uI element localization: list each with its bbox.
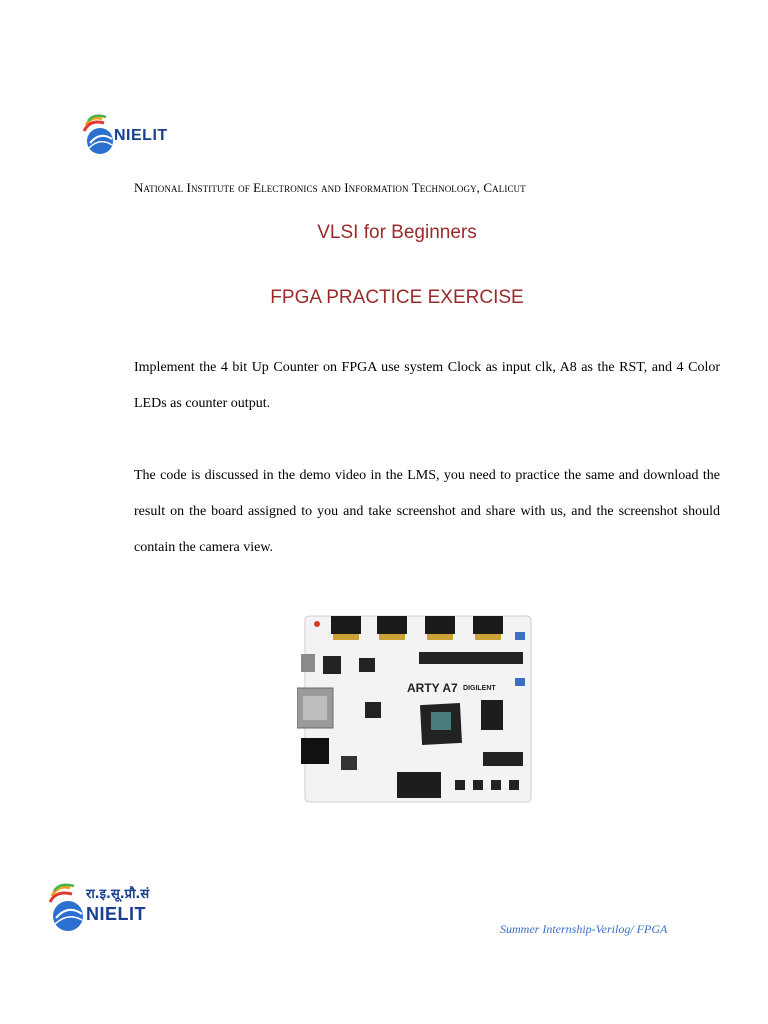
footer-logo-text: NIELIT — [86, 904, 146, 924]
board-brand-label: ARTY A7 — [407, 681, 458, 695]
nielit-logo — [82, 113, 182, 161]
footer-course-note: Summer Internship-Verilog/ FPGA — [500, 922, 668, 936]
institute-name: National Institute of Electronics and Information Technology, Calicut — [134, 180, 526, 195]
exercise-title: FPGA PRACTICE EXERCISE — [270, 287, 524, 308]
arty-a7-board-image — [297, 612, 533, 804]
instruction-paragraph: Implement the 4 bit Up Counter on FPGA use system Clock as input clk, A8 as the RST, and 4 Color LEDs as counter output. — [134, 360, 720, 411]
course-title: VLSI for Beginners — [317, 222, 477, 243]
footer-emblem-icon — [48, 882, 88, 938]
footer-nielit-logo — [48, 882, 168, 938]
board-maker-label: DIGILENT — [463, 685, 496, 692]
footer-logo-hindi: रा.इ.सू.प्रौ.सं — [86, 887, 150, 902]
submission-paragraph: The code is discussed in the demo video in the LMS, you need to practice the same and download the result on the board assigned to you and take screenshot and share with us, and the screenshot should contain the camera view. — [134, 468, 720, 555]
logo-text: NIELIT — [114, 127, 168, 144]
